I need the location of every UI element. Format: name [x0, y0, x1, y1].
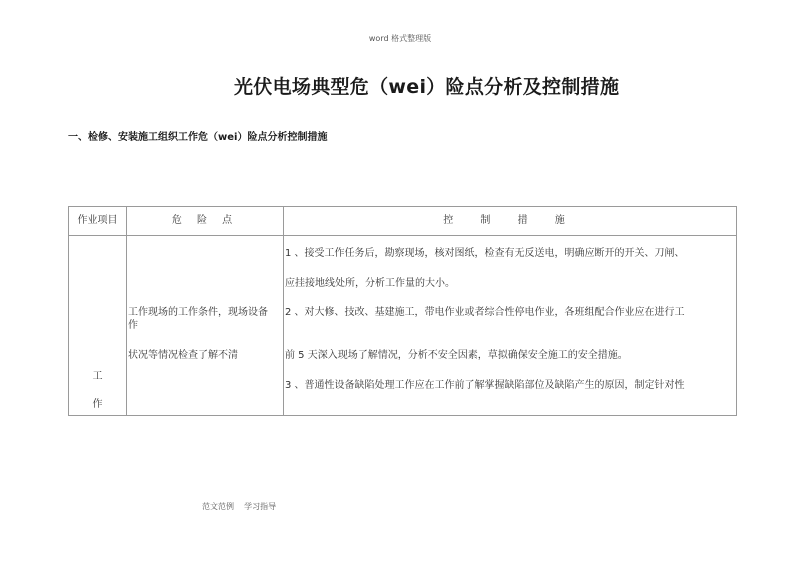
section-heading: 一、检修、安装施工组织工作危（wei）险点分析控制措施	[68, 132, 328, 143]
risk-point-line: 工作现场的工作条件，现场设备	[128, 307, 268, 318]
page-header: word 格式整理版	[368, 34, 432, 43]
header-risk-point: 危 险 点	[171, 215, 239, 226]
control-measure-line: 1 、接受工作任务后，勘察现场，核对图纸，检查有无反送电，明确应断开的开关、刀闸、	[285, 248, 685, 259]
category-char: 作	[92, 399, 103, 410]
document-title: 光伏电场典型危（wei）险点分析及控制措施	[234, 76, 620, 98]
risk-point-line: 作	[128, 320, 138, 331]
risk-point-line: 状况等情况检查了解不清	[128, 350, 238, 361]
header-control-measures: 控 制 措 施	[443, 215, 577, 226]
column-divider	[126, 207, 127, 415]
header-row-divider	[69, 235, 736, 236]
control-measure-line: 前 5 天深入现场了解情况，分析不安全因素，草拟确保安全施工的安全措施。	[285, 350, 628, 361]
control-measure-line: 3 、普通性设备缺陷处理工作应在工作前了解掌握缺陷部位及缺陷产生的原因，制定针对性	[285, 380, 685, 391]
header-work-item: 作业项目	[77, 215, 118, 226]
category-char: 工	[92, 371, 103, 382]
column-divider	[283, 207, 284, 415]
control-measure-line: 2 、对大修、技改、基建施工，带电作业或者综合性停电作业，各班组配合作业应在进行工	[285, 307, 685, 318]
page-footer: 范文范例 学习指导	[202, 502, 277, 511]
control-measure-line: 应挂接地线处所，分析工作量的大小。	[285, 278, 455, 289]
risk-analysis-table	[68, 206, 737, 416]
